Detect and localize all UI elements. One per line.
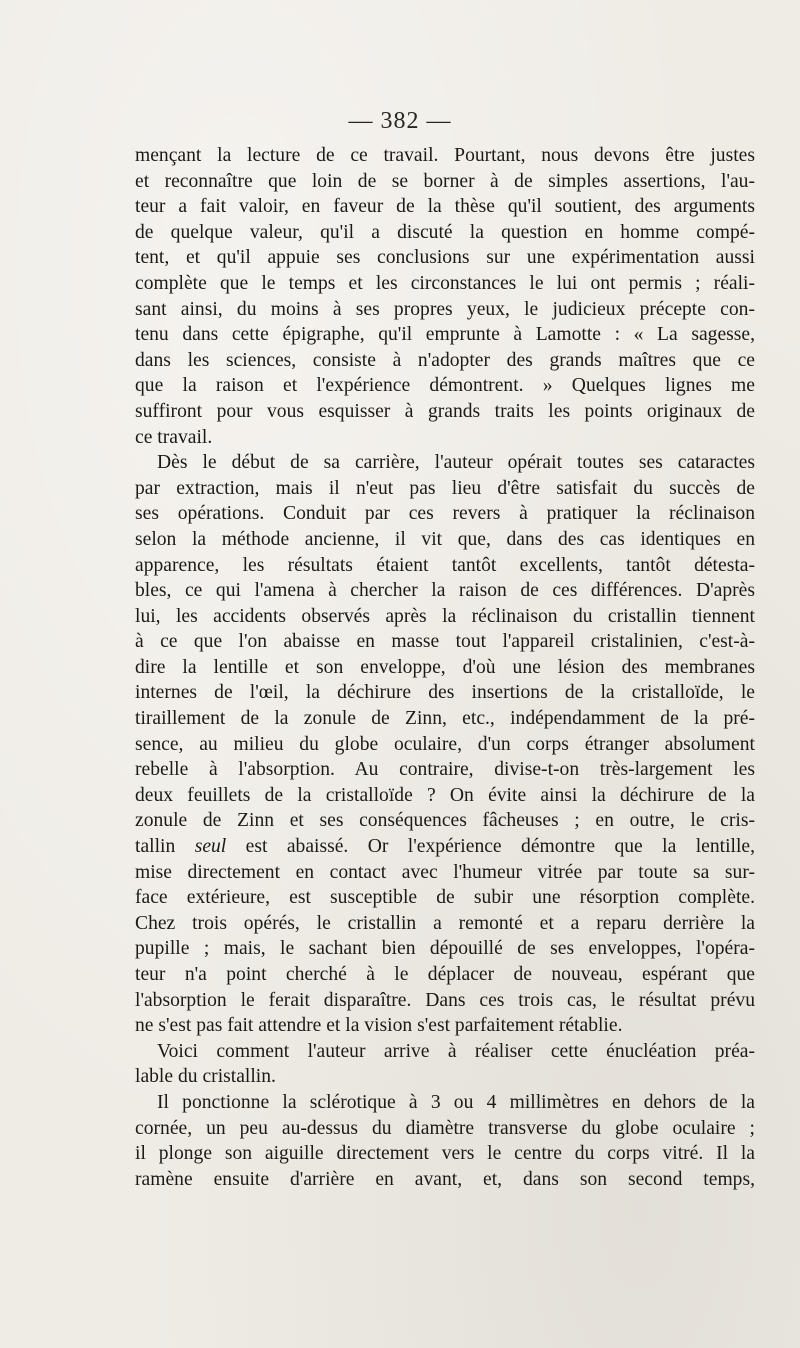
text-line: internes de l'œil, la déchirure des insertions de la cristalloïde, le <box>135 682 755 704</box>
text-line: lable du cristallin. <box>135 1066 276 1088</box>
text-line: sant ainsi, du moins à ses propres yeux, le judicieux précepte con- <box>135 298 755 320</box>
text-line: apparence, les résultats étaient tantôt excellents, tantôt détesta- <box>135 554 755 576</box>
text-line: et reconnaître que loin de se borner à de simples assertions, l'au- <box>135 170 755 192</box>
text-line: de quelque valeur, qu'il a discuté la question en homme compé- <box>135 221 755 243</box>
page-number: — 382 — <box>348 108 452 134</box>
text-line: cornée, un peu au-dessus du diamètre transverse du globe oculaire ; <box>135 1117 755 1139</box>
text-line: dire la lentille et son enveloppe, d'où une lésion des membranes <box>135 656 755 678</box>
text-line: tiraillement de la zonule de Zinn, etc., indépendamment de la pré- <box>135 708 755 730</box>
text-line: mençant la lecture de ce travail. Pourtant, nous devons être justes <box>135 145 755 166</box>
text-line: teur a fait valoir, en faveur de la thèse qu'il soutient, des arguments <box>135 196 755 218</box>
text-line: selon la méthode ancienne, il vit que, dans des cas identiques en <box>135 528 755 550</box>
text-line: teur n'a point cherché à le déplacer de nouveau, espérant que <box>135 964 755 985</box>
text-line: sence, au milieu du globe oculaire, d'un corps étranger absolument <box>135 733 755 755</box>
text-line: Chez trois opérés, le cristallin a remonté et a reparu derrière la <box>135 912 755 934</box>
text-line: zonule de Zinn et ses conséquences fâcheuses ; en outre, le cris- <box>135 810 755 832</box>
text-line: il plonge son aiguille directement vers le centre du corps vitré. Il la <box>135 1143 755 1165</box>
text-line: pupille ; mais, le sachant bien dépouillé de ses enveloppes, l'opéra- <box>135 938 755 960</box>
text-line: Voici comment l'auteur arrive à réaliser cette énucléation préa- <box>157 1040 755 1062</box>
text-line: mise directement en contact avec l'humeur vitrée par toute sa sur- <box>135 861 755 883</box>
text-line: complète que le temps et les circonstances le lui ont permis ; réali- <box>135 272 755 294</box>
text-run: tallin <box>135 836 195 858</box>
text-line: lui, les accidents observés après la réclinaison du cristallin tiennent <box>135 605 755 627</box>
text-line: Il ponctionne la sclérotique à 3 ou 4 millimètres en dehors de la <box>157 1091 755 1113</box>
text-line <box>135 834 755 860</box>
text-line: ramène ensuite d'arrière en avant, et, dans son second temps, <box>135 1168 755 1190</box>
body-text <box>135 143 755 1192</box>
text-line: l'absorption le ferait disparaître. Dans ces trois cas, le résultat prévu <box>135 989 755 1011</box>
text-line: à ce que l'on abaisse en masse tout l'appareil cristalinien, c'est-à- <box>135 631 755 653</box>
text-line: Dès le début de sa carrière, l'auteur opérait toutes ses cataractes <box>157 452 755 474</box>
text-line: bles, ce qui l'amena à chercher la raison de ces différences. D'après <box>135 580 755 602</box>
text-line: tenu dans cette épigraphe, qu'il emprunte à Lamotte : « La sagesse, <box>135 324 755 346</box>
text-line: ses opérations. Conduit par ces revers à pratiquer la réclinaison <box>135 503 755 525</box>
text-line: ce travail. <box>135 426 213 448</box>
text-run: est abaissé. Or l'expérience démontre que la lentille, <box>226 836 755 858</box>
text-line: rebelle à l'absorption. Au contraire, divise-t-on très-largement les <box>135 759 755 781</box>
text-line: tent, et qu'il appuie ses conclusions sur une expérimentation aussi <box>135 247 755 269</box>
text-line: ne s'est pas fait attendre et la vision s'est parfaitement rétablie. <box>135 1015 623 1037</box>
emphasis-word: seul <box>194 836 227 858</box>
text-line: dans les sciences, consiste à n'adopter des grands maîtres que ce <box>135 349 755 371</box>
text-line: par extraction, mais il n'eut pas lieu d'être satisfait du succès de <box>135 477 755 499</box>
text-line: que la raison et l'expérience démontrent. » Quelques lignes me <box>135 375 755 397</box>
text-line: face extérieure, est susceptible de subir une résorption complète. <box>135 887 755 909</box>
text-line: deux feuillets de la cristalloïde ? On évite ainsi la déchirure de la <box>135 784 755 806</box>
text-line: suffiront pour vous esquisser à grands traits les points originaux de <box>135 400 755 422</box>
